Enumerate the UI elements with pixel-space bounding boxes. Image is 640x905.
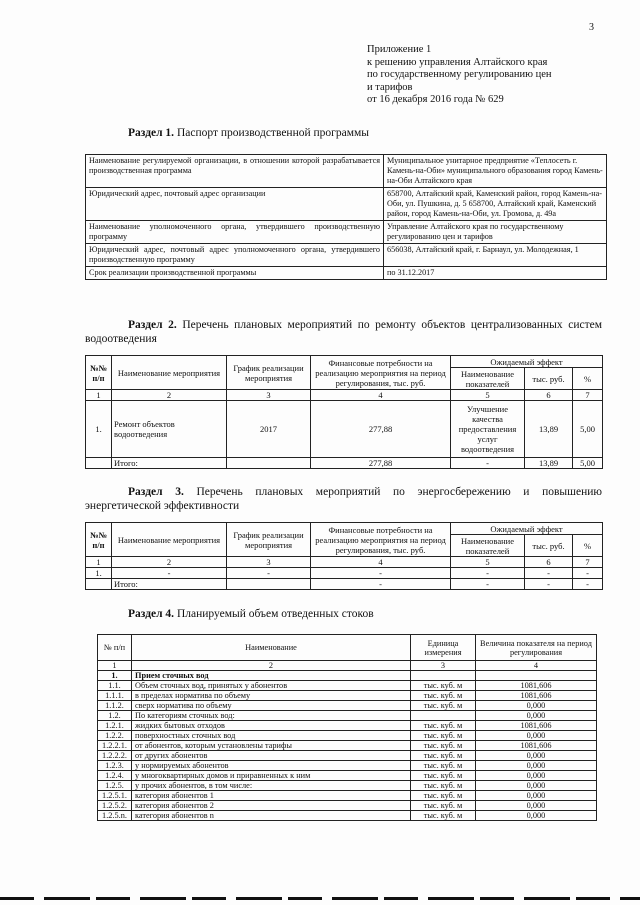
col-number: 2 [112, 390, 227, 401]
table-row [98, 741, 597, 751]
header-schedule: График реализации мероприятия [227, 523, 311, 557]
cell-name: жидких бытовых отходов [132, 721, 411, 731]
cell-value: 1081,606 [476, 721, 597, 731]
col-number: 7 [573, 557, 603, 568]
table-row [98, 671, 597, 681]
table-row [98, 691, 597, 701]
total-pct: 5,00 [573, 458, 603, 469]
appendix-header [367, 44, 551, 107]
cell-num: 1.1.2. [98, 701, 132, 711]
section3-title: Раздел 3. Перечень плановых мероприятий по энергосбережению и повышению энергетической эффективности [85, 486, 603, 512]
cell-unit: тыс. куб. м [411, 741, 476, 751]
col-number: 1 [86, 557, 112, 568]
table-row [98, 751, 597, 761]
row-name: Ремонт объектов водоотведения [112, 401, 227, 458]
passport-row [86, 244, 607, 267]
passport-label: Наименование регулируемой организации, в отношении которой разрабатывается производственная программа [86, 155, 384, 188]
cell-name: категория абонентов 2 [132, 801, 411, 811]
cell-value: 0,000 [476, 701, 597, 711]
table-row [98, 771, 597, 781]
header-finance: Финансовые потребности на реализацию мероприятия на период регулирования, тыс. руб. [311, 523, 451, 557]
header-name: Наименование мероприятия [112, 356, 227, 390]
header-name: Наименование мероприятия [112, 523, 227, 557]
cell-value: 1081,606 [476, 741, 597, 751]
cell-num: 1.1.1. [98, 691, 132, 701]
header-schedule: График реализации мероприятия [227, 356, 311, 390]
total-finance: - [311, 579, 451, 590]
cell-num: 1.1. [98, 681, 132, 691]
header-pct: % [573, 368, 603, 390]
cell-value: 0,000 [476, 731, 597, 741]
row-schedule: - [227, 568, 311, 579]
passport-label: Срок реализации производственной программы [86, 267, 384, 280]
header-unit: Единица измерения [411, 635, 476, 661]
table-row [86, 568, 603, 579]
header-finance: Финансовые потребности на реализацию мероприятия на период регулирования, тыс. руб. [311, 356, 451, 390]
cell-name: По категориям сточных вод: [132, 711, 411, 721]
cell-num: 1.2.3. [98, 761, 132, 771]
page-number: 3 [589, 22, 594, 33]
passport-row [86, 188, 607, 221]
total-rub: - [525, 579, 573, 590]
row-num: 1. [86, 568, 112, 579]
table-row [98, 781, 597, 791]
cell-value: 1081,606 [476, 691, 597, 701]
row-indicator: Улучшение качества предоставления услуг водоотведения [451, 401, 525, 458]
header-indicator: Наименование показателей [451, 368, 525, 390]
cell-unit: тыс. куб. м [411, 751, 476, 761]
cell-name: у нормируемых абонентов [132, 761, 411, 771]
cell-value: 0,000 [476, 791, 597, 801]
cell-value: 0,000 [476, 711, 597, 721]
cell-unit: тыс. куб. м [411, 771, 476, 781]
cell-name: в пределах норматива по объему [132, 691, 411, 701]
cell-unit: тыс. куб. м [411, 681, 476, 691]
cell-num: 1.2.5. [98, 781, 132, 791]
header-effect: Ожидаемый эффект [451, 356, 603, 368]
cell-name: от других абонентов [132, 751, 411, 761]
section2-repair-table [85, 355, 603, 469]
row-rub: - [525, 568, 573, 579]
col-number: 3 [227, 557, 311, 568]
appendix-line: и тарифов [367, 81, 413, 93]
col-number: 5 [451, 557, 525, 568]
cell-name: Прием сточных вод [132, 671, 411, 681]
col-number: 2 [132, 661, 411, 671]
appendix-line: по государственному регулированию цен [367, 69, 552, 80]
section4-title: Раздел 4. Планируемый объем отведенных стоков [128, 608, 374, 620]
col-number: 1 [86, 390, 112, 401]
row-name: - [112, 568, 227, 579]
cell-name: у прочих абонентов, в том числе: [132, 781, 411, 791]
cell-name: категория абонентов n [132, 811, 411, 821]
col-number: 6 [525, 390, 573, 401]
header-value: Величина показателя на период регулирования [476, 635, 597, 661]
row-rub: 13,89 [525, 401, 573, 458]
cell-name: сверх норматива по объему [132, 701, 411, 711]
table-row [98, 721, 597, 731]
row-finance: - [311, 568, 451, 579]
cell-num: 1.2.2. [98, 731, 132, 741]
total-indicator: - [451, 579, 525, 590]
row-schedule: 2017 [227, 401, 311, 458]
total-label: Итого: [112, 579, 227, 590]
cell-value [476, 671, 597, 681]
total-rub: 13,89 [525, 458, 573, 469]
cell-unit [411, 711, 476, 721]
col-number: 7 [573, 390, 603, 401]
cell-num: 1.2.1. [98, 721, 132, 731]
section2-title: Раздел 2. Перечень плановых мероприятий по ремонту объектов централизованных систем водоотведения [85, 319, 602, 345]
passport-row [86, 267, 607, 280]
total-label: Итого: [112, 458, 227, 469]
cell-name: Объем сточных вод, принятых у абонентов [132, 681, 411, 691]
table-row [98, 791, 597, 801]
cell-num: 1.2.5.n. [98, 811, 132, 821]
table-row [98, 701, 597, 711]
col-number: 6 [525, 557, 573, 568]
total-finance: 277,88 [311, 458, 451, 469]
table-row [98, 681, 597, 691]
section3-energy-table [85, 522, 603, 590]
table-row [98, 811, 597, 821]
header-rub: тыс. руб. [525, 535, 573, 557]
cell-num: 1.2.2.2. [98, 751, 132, 761]
cell-value: 1081,606 [476, 681, 597, 691]
col-number: 4 [311, 390, 451, 401]
cell-value: 0,000 [476, 781, 597, 791]
section1-passport-table [85, 154, 607, 280]
table-row [98, 731, 597, 741]
cell-unit [411, 671, 476, 681]
header-num: №№ п/п [86, 523, 112, 557]
header-indicator: Наименование показателей [451, 535, 525, 557]
scan-edge-line [0, 897, 640, 900]
cell-unit: тыс. куб. м [411, 761, 476, 771]
section1-title: Раздел 1. Паспорт производственной программы [128, 127, 370, 139]
passport-value: по 31.12.2017 [384, 267, 607, 280]
cell-name: поверхностных сточных вод [132, 731, 411, 741]
appendix-line: Приложение 1 [367, 44, 432, 55]
passport-value: Управление Алтайского края по государственному регулированию цен и тарифов [384, 221, 607, 244]
total-pct: - [573, 579, 603, 590]
cell-unit: тыс. куб. м [411, 791, 476, 801]
cell-unit: тыс. куб. м [411, 721, 476, 731]
appendix-line: к решению управления Алтайского края [367, 56, 548, 68]
total-row [86, 579, 603, 590]
cell-num: 1.2.4. [98, 771, 132, 781]
row-pct: - [573, 568, 603, 579]
table-row [98, 711, 597, 721]
header-name: Наименование [132, 635, 411, 661]
cell-name: от абонентов, которым установлены тарифы [132, 741, 411, 751]
cell-name: у многоквартирных домов и приравненных к ним [132, 771, 411, 781]
cell-num: 1.2.2.1. [98, 741, 132, 751]
passport-row [86, 221, 607, 244]
col-number: 2 [112, 557, 227, 568]
cell-unit: тыс. куб. м [411, 781, 476, 791]
table-row [98, 801, 597, 811]
row-pct: 5,00 [573, 401, 603, 458]
section4-volume-table [97, 634, 597, 821]
passport-value: 656038, Алтайский край, г. Барнаул, ул. Молодежная, 1 [384, 244, 607, 267]
header-num: №№ п/п [86, 356, 112, 390]
col-number: 5 [451, 390, 525, 401]
col-number: 4 [311, 557, 451, 568]
cell-unit: тыс. куб. м [411, 701, 476, 711]
cell-unit: тыс. куб. м [411, 811, 476, 821]
cell-value: 0,000 [476, 751, 597, 761]
row-finance: 277,88 [311, 401, 451, 458]
row-indicator: - [451, 568, 525, 579]
table-row [98, 761, 597, 771]
passport-label: Юридический адрес, почтовый адрес уполномоченного органа, утвердившего производственную программу [86, 244, 384, 267]
cell-value: 0,000 [476, 771, 597, 781]
passport-value: Муниципальное унитарное предприятие «Теплосеть г. Камень-на-Оби» муниципального образования город Камень-на-Оби Алтайского края [384, 155, 607, 188]
passport-label: Наименование уполномоченного органа, утвердившего производственную программу [86, 221, 384, 244]
col-number: 4 [476, 661, 597, 671]
header-rub: тыс. руб. [525, 368, 573, 390]
cell-name: категория абонентов 1 [132, 791, 411, 801]
cell-unit: тыс. куб. м [411, 731, 476, 741]
table-row [86, 401, 603, 458]
cell-value: 0,000 [476, 811, 597, 821]
header-pct: % [573, 535, 603, 557]
cell-num: 1.2. [98, 711, 132, 721]
cell-unit: тыс. куб. м [411, 691, 476, 701]
cell-value: 0,000 [476, 801, 597, 811]
total-indicator: - [451, 458, 525, 469]
cell-num: 1.2.5.2. [98, 801, 132, 811]
col-number: 1 [98, 661, 132, 671]
header-num: № п/п [98, 635, 132, 661]
col-number: 3 [227, 390, 311, 401]
row-num: 1. [86, 401, 112, 458]
cell-value: 0,000 [476, 761, 597, 771]
cell-num: 1. [98, 671, 132, 681]
appendix-line: от 16 декабря 2016 года № 629 [367, 94, 504, 105]
header-effect: Ожидаемый эффект [451, 523, 603, 535]
col-number: 3 [411, 661, 476, 671]
passport-label: Юридический адрес, почтовый адрес организации [86, 188, 384, 221]
passport-value: 658700, Алтайский край, Каменский район, город Камень-на-Оби, ул. Пушкина, д. 5 658700, Алтайский край, Каменский район, город Камень-на-Оби, ул. Громова, д. 49а [384, 188, 607, 221]
cell-unit: тыс. куб. м [411, 801, 476, 811]
cell-num: 1.2.5.1. [98, 791, 132, 801]
passport-row [86, 155, 607, 188]
total-row [86, 458, 603, 469]
